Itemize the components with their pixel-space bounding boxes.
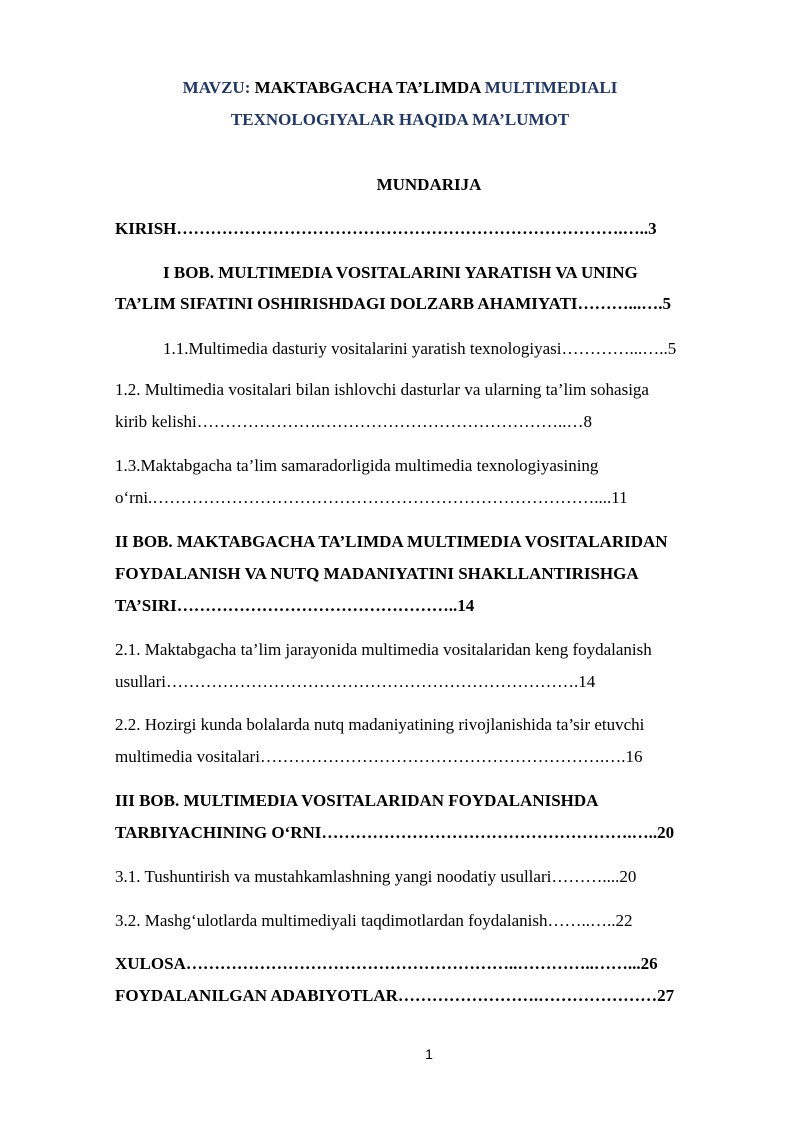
toc-entry-3-1: 3.1. Tushuntirish va mustahkamlashning yangi noodatiy usullari………....20 (115, 867, 637, 886)
toc-entry-1-2-line2: kirib kelishi………………….……………………………………..…8 (115, 412, 592, 431)
toc-entry-1-1: 1.1.Multimedia dasturiy vositalarini yaratish texnologiyasi…………...…..5 (163, 339, 677, 358)
toc-entry-bob1-line2: TA’LIM SIFATINI OSHIRISHDAGI DOLZARB AHAMIYATI………...….5 (115, 294, 672, 313)
toc-entry-1-3-line2: o‘rni.……………………………………………………………………....11 (115, 488, 628, 507)
title-prefix: MAVZU: (182, 78, 251, 97)
toc-entry-2-2-line1: 2.2. Hozirgi kunda bolalarda nutq madaniyatining rivojlanishida ta’sir etuvchi (115, 715, 645, 734)
toc-entry-2-1-line1: 2.1. Maktabgacha ta’lim jarayonida multimedia vositalaridan keng foydalanish (115, 640, 652, 659)
toc-entry-bob1-line1: I BOB. MULTIMEDIA VOSITALARINI YARATISH VA UNING (163, 263, 638, 282)
toc-entry-1-3-line1: 1.3.Maktabgacha ta’lim samaradorligida multimedia texnologiyasining (115, 456, 599, 475)
toc-heading: MUNDARIJA (376, 175, 482, 194)
title-middle: MAKTABGACHA TA’LIMDA (250, 78, 485, 97)
document-title-line-1 (0, 72, 800, 104)
title-suffix: MULTIMEDIALI (484, 78, 618, 97)
toc-entry-adabiyotlar: FOYDALANILGAN ADABIYOTLAR…………………….…………………27 (115, 986, 675, 1005)
toc-entry-bob2-line3: TA’SIRI…………………………………………..14 (115, 596, 475, 615)
toc-entry-bob2-line1: II BOB. MAKTABGACHA TA’LIMDA MULTIMEDIA VOSITALARIDAN (115, 532, 668, 551)
toc-entry-3-2: 3.2. Mashg‘ulotlarda multimediyali taqdimotlardan foydalanish……..…..22 (115, 911, 633, 930)
toc-entry-2-2-line2: multimedia vositalari…………………………………………………….….16 (115, 747, 643, 766)
toc-entry-kirish: KIRISH…………………………………………………………………….…..3 (115, 219, 657, 238)
toc-entry-bob3-line2: TARBIYACHINING O‘RNI……………………………………………….…..20 (115, 823, 675, 842)
page-number: 1 (425, 1046, 433, 1062)
toc-entry-2-1-line2: usullari……………………………………………………………….14 (115, 672, 596, 691)
toc-entry-xulosa: XULOSA…………………………………………………..…………..……...26 (115, 954, 658, 973)
toc-entry-bob2-line2: FOYDALANISH VA NUTQ MADANIYATINI SHAKLLANTIRISHGA (115, 564, 639, 583)
toc-entry-bob3-line1: III BOB. MULTIMEDIA VOSITALARIDAN FOYDALANISHDA (115, 791, 599, 810)
document-title-line-2: TEXNOLOGIYALAR HAQIDA MA’LUMOT (230, 110, 570, 129)
toc-entry-1-2-line1: 1.2. Multimedia vositalari bilan ishlovchi dasturlar va ularning ta’lim sohasiga (115, 380, 649, 399)
